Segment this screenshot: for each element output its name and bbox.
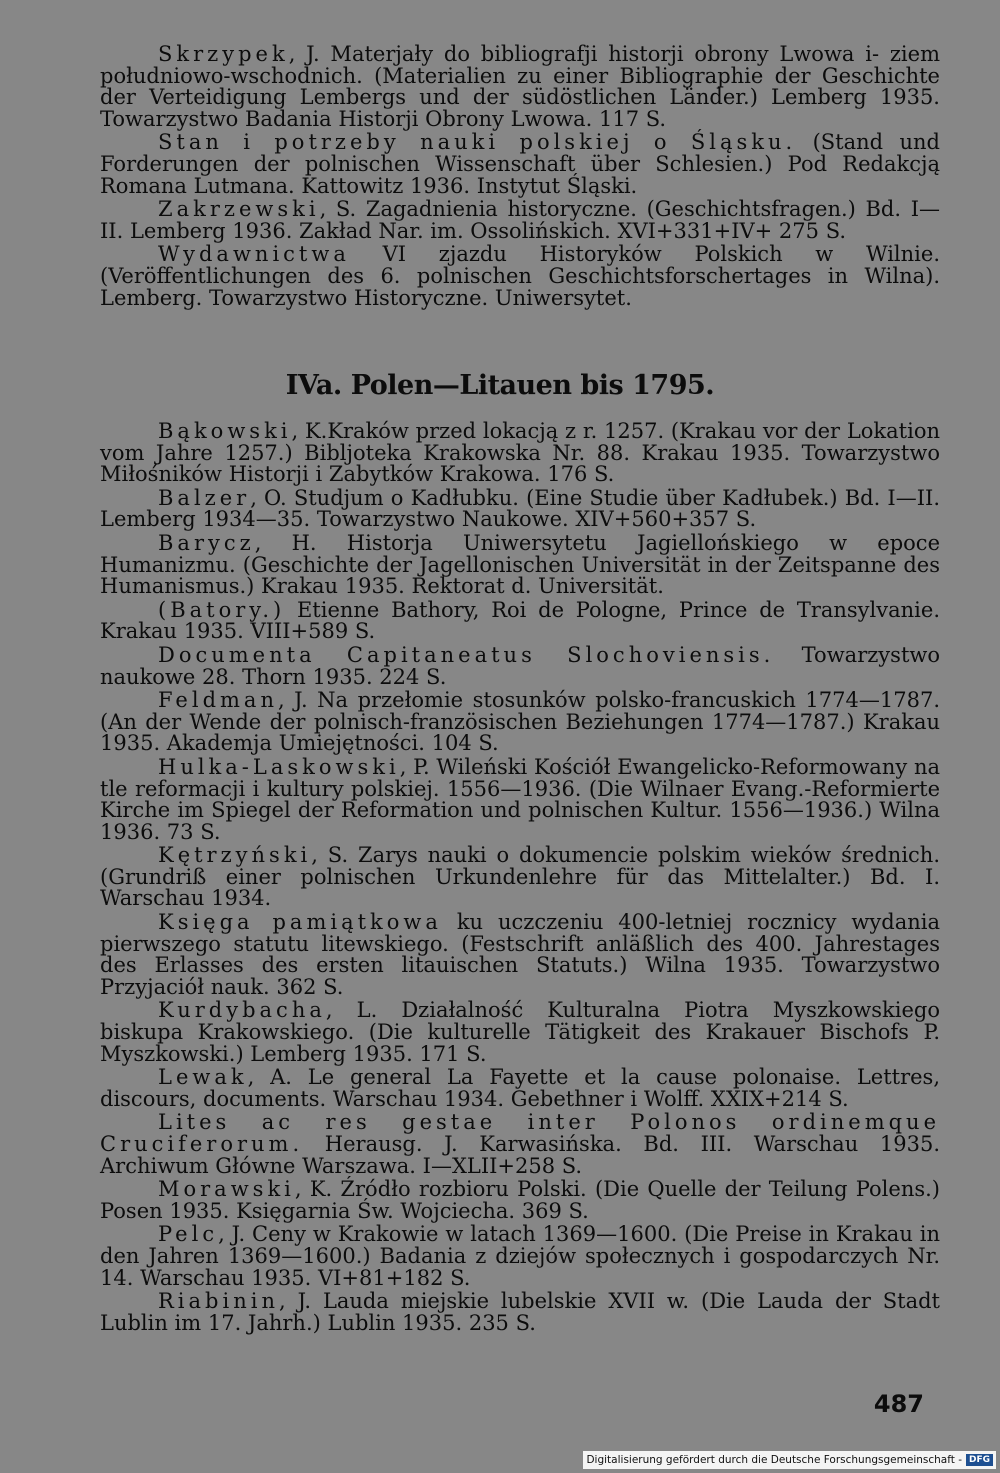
digitization-footer <box>583 1451 996 1469</box>
entry-details: Herausg. J. Karwasińska. Bd. III. Warschau 1935. Archiwum Główne Warszawa. I—XLII+258 S. <box>100 1132 940 1178</box>
entry-details: , K.Kraków przed lokacją z r. 1257. (Krakau vor der Lokation vom Jahre 1257.) Bibljoteka Krakowska Nr. 88. Krakau 1935. Towarzystwo Miłośników Historji i Zabytków Krakowa. 176 S. <box>100 419 940 487</box>
bibliography-entry <box>100 132 940 197</box>
entry-author: Skrzypek <box>158 42 289 66</box>
bibliography-entry <box>100 754 940 844</box>
entry-details: , S. Zarys nauki o dokumencie polskim wieków średnich. (Grundriß einer polnischen Urkundenlehre für das Mittelalter.) Bd. I. Warschau 1934. <box>100 843 940 911</box>
entry-details: , J. Lauda miejskie lubelskie XVII w. (Die Lauda der Stadt Lublin im 17. Jahrh.) Lublin 1935. 235 S. <box>100 1289 940 1335</box>
bibliography-entry <box>100 44 940 130</box>
entry-author: Zakrzewski <box>158 197 320 222</box>
entry-author: Morawski <box>158 1177 295 1202</box>
bibliography-entry <box>100 530 940 599</box>
bibliography-entry <box>100 1112 940 1177</box>
bibliography-entry <box>100 845 940 910</box>
entry-author: Pelc <box>158 1222 219 1247</box>
entry-details: Towarzystwo naukowe 28. Thorn 1935. 224 S. <box>100 642 940 689</box>
entry-author: Riabinin <box>158 1289 279 1314</box>
bibliography-entry <box>100 1224 940 1289</box>
entry-author: Lewak <box>158 1065 248 1090</box>
entry-details: , K. Źródło rozbioru Polski. (Die Quelle der Teilung Polens.) Posen 1935. Księgarnia Św. Wojciecha. 369 S. <box>100 1177 940 1223</box>
entry-author: Hulka-Laskowski <box>158 754 400 779</box>
entry-details: , J. Materjały do bibliografji historji obrony Lwowa i- ziem południowo-wschodnich. (Materialien zu einer Bibliographie der Geschichte der Verteidigung Lembergs und der südöstlichen Länder.) Lemberg 1935. Towarzystwo Badania Historji Obrony Lwowa. 117 S. <box>100 42 940 131</box>
entry-author: Kurdybacha <box>158 998 326 1023</box>
section-heading: IVa. Polen—Litauen bis 1795. <box>285 370 715 401</box>
bibliography-entry <box>100 912 940 998</box>
entry-details: , L. Działalność Kulturalna Piotra Myszkowskiego biskupa Krakowskiego. (Die kulturelle Tätigkeit des Krakauer Bischofs P. Myszkowski.) Lemberg 1935. 171 S. <box>100 998 940 1066</box>
entry-author: Documenta Capitaneatus Slochoviensis. <box>158 642 775 667</box>
bibliography-entry <box>100 244 940 309</box>
dfg-logo: DFG <box>966 1454 993 1466</box>
bibliography-entry <box>100 597 940 644</box>
entry-details: , S. Zagadnienia historyczne. (Geschichtsfragen.) Bd. I—II. Lemberg 1936. Zakład Nar. im. Ossolińskich. XVI+331+IV+ 275 S. <box>100 197 940 243</box>
bibliography-entry <box>100 642 940 689</box>
entry-author: Bąkowski <box>158 419 292 443</box>
entry-author: Kętrzyński <box>158 843 312 868</box>
bibliography-entry <box>100 690 940 755</box>
entry-details: , J. Na przełomie stosunków polsko-francuskich 1774—1787. (An der Wende der polnisch-französischen Beziehungen 1774—1787.) Krakau 1935. Akademja Umiejętności. 104 S. <box>100 688 940 756</box>
entry-details: , A. Le general La Fayette et la cause polonaise. Lettres, discours, documents. Warschau 1934. Gebethner i Wolff. XXIX+214 S. <box>100 1065 940 1111</box>
entry-details: , J. Ceny w Krakowie w latach 1369—1600. (Die Preise in Krakau in den Jahren 1369—1600.) Badania z dziejów społecznych i gospodarczych Nr. 14. Warschau 1935. VI+81+182 S. <box>100 1222 940 1290</box>
entry-details: VI zjazdu Historyków Polskich w Wilnie. (Veröffentlichungen des 6. polnischen Geschichtsforschertages in Wilna). Lemberg. Towarzystwo Historyczne. Uniwersytet. <box>100 242 940 310</box>
bibliography-entry <box>100 485 940 532</box>
entry-details: Etienne Bathory, Roi de Pologne, Prince de Transylvanie. Krakau 1935. VIII+589 S. <box>100 597 940 644</box>
entry-details: , H. Historja Uniwersytetu Jagiellońskiego w epoce Humanizmu. (Geschichte der Jagellonischen Universität in der Zeitspanne des Humanismus.) Krakau 1935. Rektorat d. Universität. <box>100 530 940 599</box>
bibliography-list-top <box>100 44 940 309</box>
bibliography-entry <box>100 421 940 486</box>
bibliography-entry <box>100 1179 940 1222</box>
entry-details: , O. Studjum o Kadłubku. (Eine Studie über Kadłubek.) Bd. I—II. Lemberg 1934—35. Towarzystwo Naukowe. XIV+560+357 S. <box>100 485 940 532</box>
entry-author: Feldman <box>158 688 278 713</box>
entry-author: Stan i potrzeby nauki polskiej o Śląsku. <box>158 130 797 155</box>
entry-author: Barycz <box>158 530 255 555</box>
entry-author: Wydawnictwa <box>158 242 350 267</box>
entry-author: Lites ac res gestae inter Polonos ordinemque Cruciferorum. <box>100 1110 940 1156</box>
entry-author: (Batory.) <box>158 597 286 622</box>
bibliography-entry <box>100 1000 940 1065</box>
footer-text: Digitalisierung gefördert durch die Deutsche Forschungsgemeinschaft - <box>586 1454 962 1466</box>
entry-author: Księga pamiątkowa <box>158 910 442 935</box>
bibliography-list-section <box>100 421 940 1334</box>
entry-details: ku uczczeniu 400-letniej rocznicy wydania pierwszego statutu litewskiego. (Festschrift anläßlich des 400. Jahrestages des Erlasses des ersten litauischen Statuts.) Wilna 1935. Towarzystwo Przyjaciół nauk. 362 S. <box>100 910 940 999</box>
bibliography-entry <box>100 1291 940 1334</box>
entry-author: Balzer <box>158 485 251 510</box>
entry-details: , P. Wileński Kościół Ewangelicko-Reformowany na tle reformacji i kultury polskiej. 1556—1936. (Die Wilnaer Evang.-Reformierte Kirche im Spiegel der Reformation und polnischen Kultur. 1556—1936.) Wilna 1936. 73 S. <box>100 754 940 844</box>
bibliography-entry <box>100 199 940 242</box>
entry-details: (Stand und Forderungen der polnischen Wissenschaft über Schlesien.) Pod Redakcją Romana Lutmana. Kattowitz 1936. Instytut Śląski. <box>100 130 940 198</box>
page-number: 487 <box>873 1390 924 1418</box>
bibliography-entry <box>100 1067 940 1110</box>
